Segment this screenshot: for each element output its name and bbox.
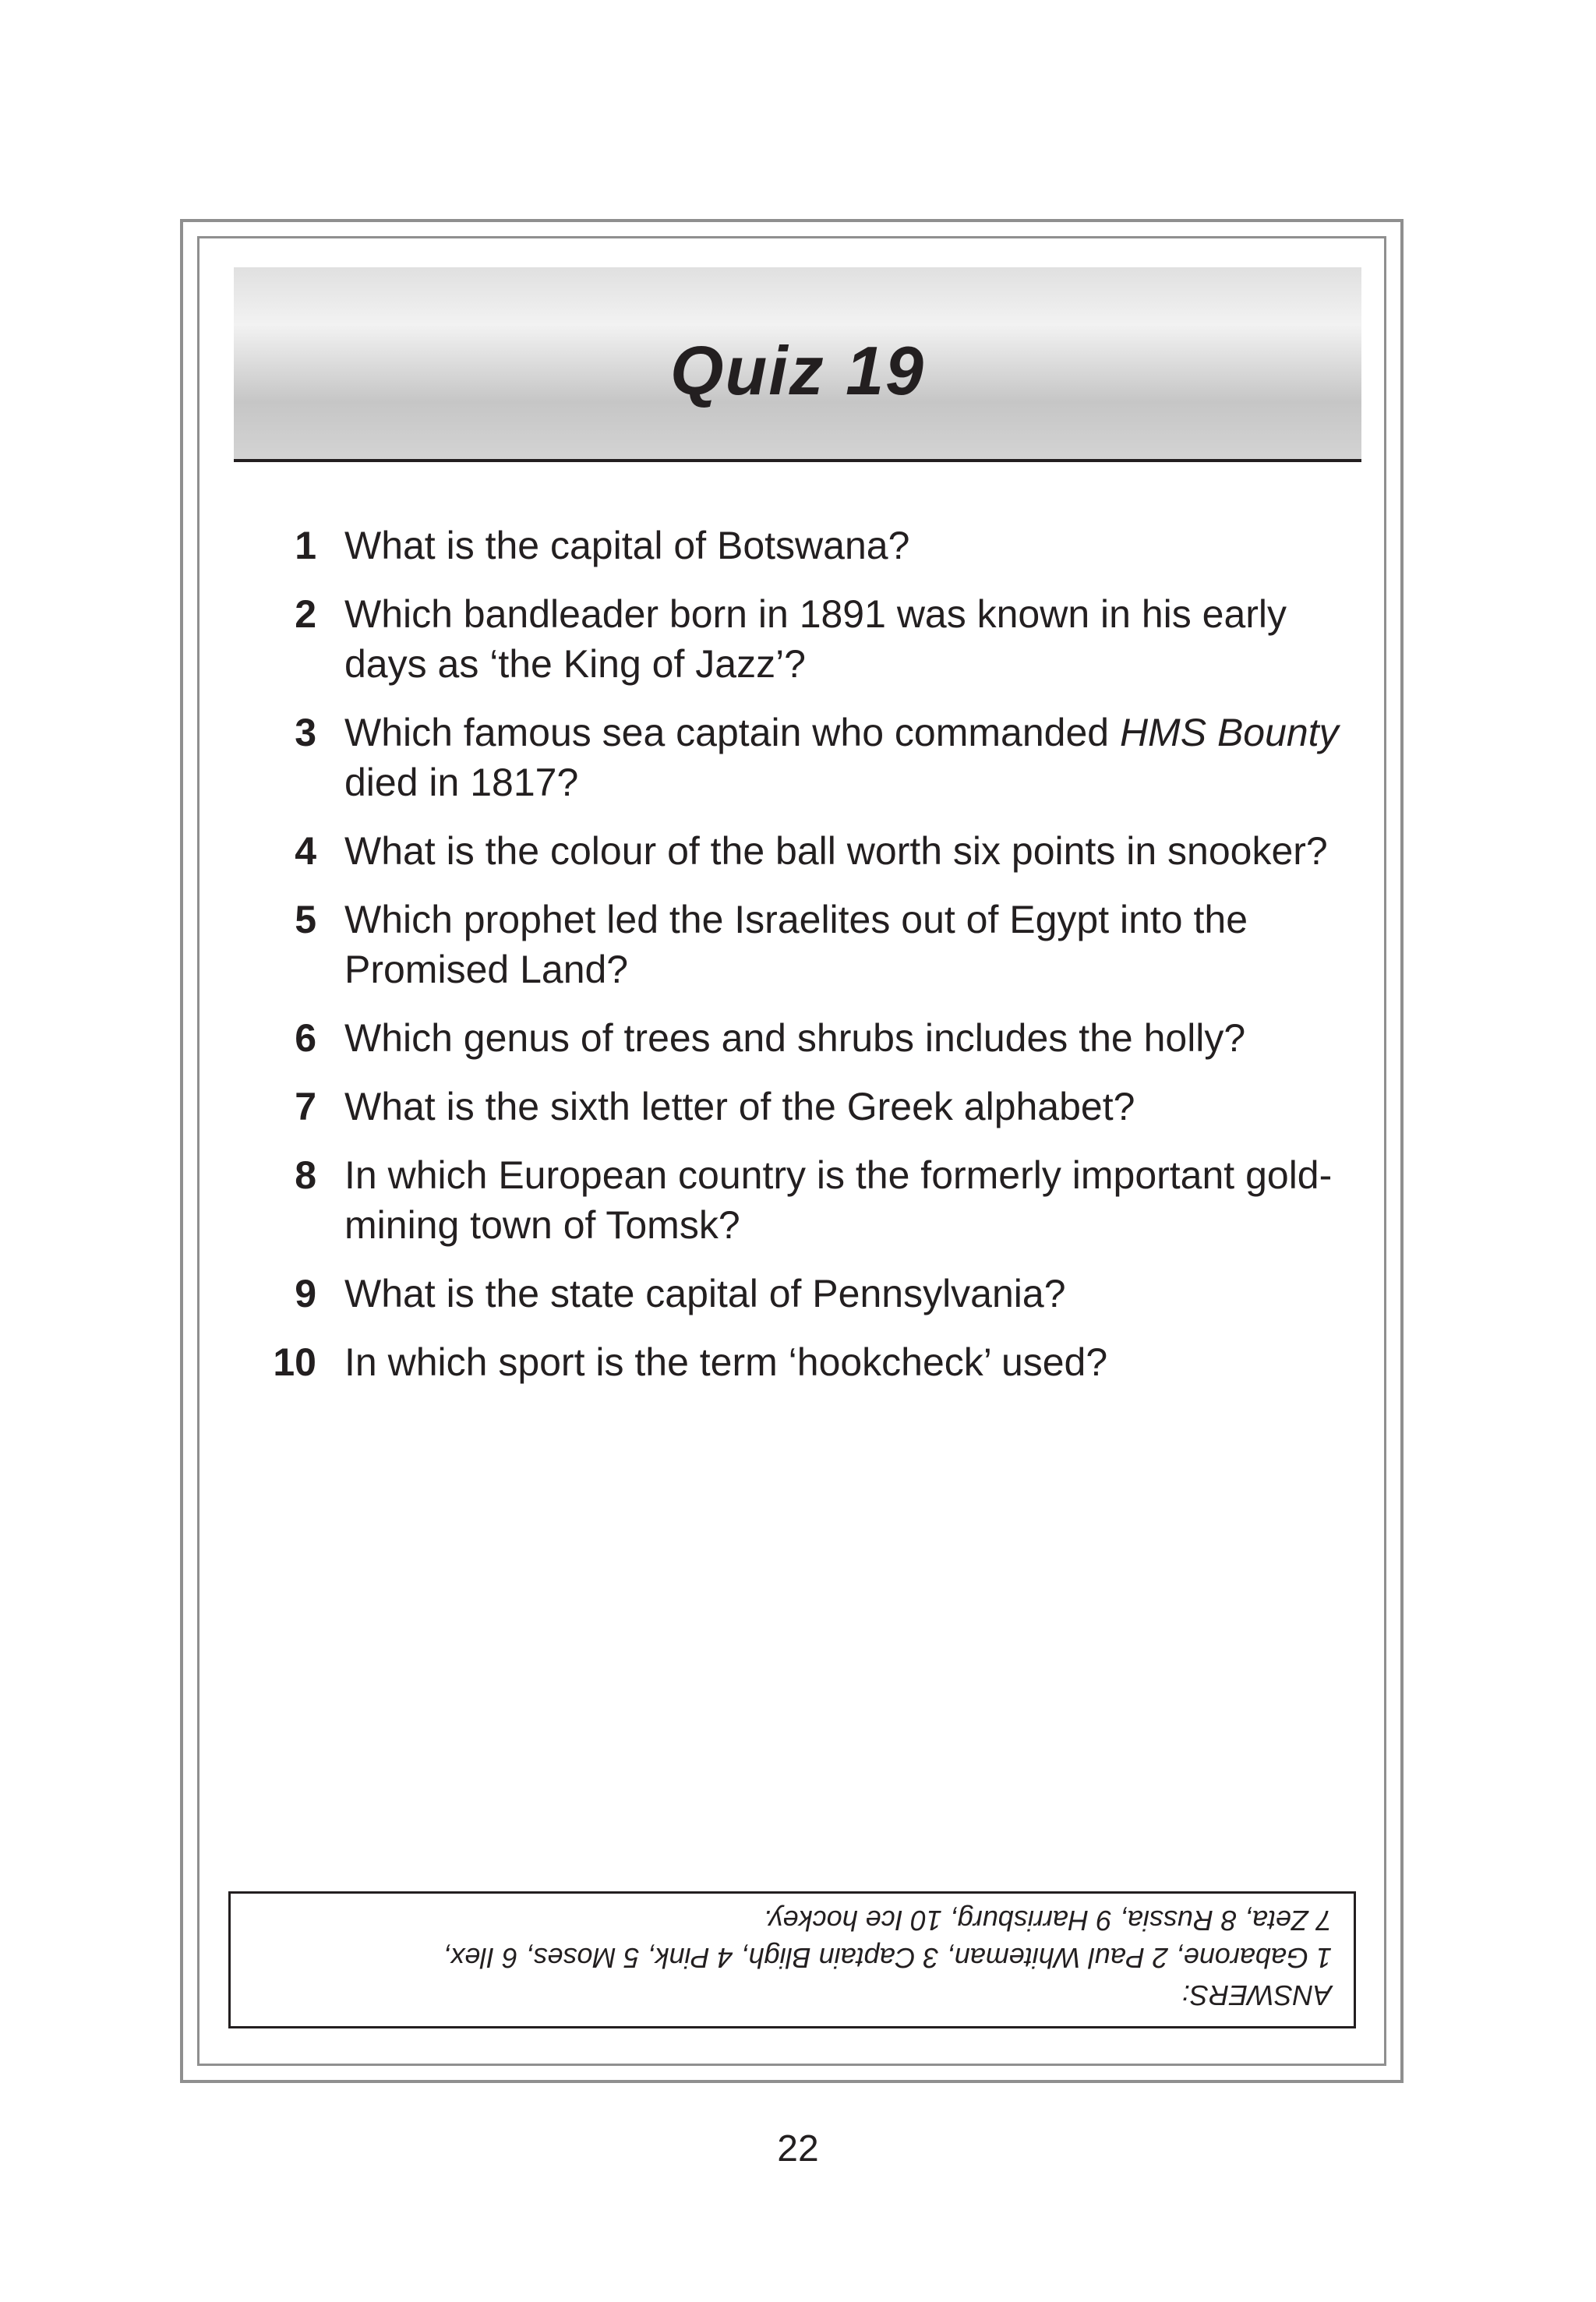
answers-label: ANSWERS:: [1181, 1979, 1332, 2011]
question-item: [265, 1150, 1356, 1250]
question-number: 4: [295, 829, 316, 873]
quiz-title: Quiz 19: [670, 332, 925, 409]
question-number: 9: [295, 1272, 316, 1315]
question-text: What is the capital of Botswana?: [344, 524, 910, 567]
page-number: 22: [777, 2128, 819, 2170]
question-number: 5: [295, 898, 316, 941]
question-number: 6: [295, 1016, 316, 1060]
question-text: Which prophet led the Israelites out of Egypt into the Promised Land?: [344, 898, 1248, 991]
upside-down-answers: [231, 1894, 1354, 2026]
question-number: 7: [295, 1085, 316, 1128]
ship-name: HMS Bounty: [1119, 711, 1339, 754]
question-text: What is the colour of the ball worth six points in snooker?: [344, 829, 1328, 873]
question-number: 2: [295, 592, 316, 636]
question-text: What is the sixth letter of the Greek alphabet?: [344, 1085, 1135, 1128]
question-number: 10: [273, 1340, 316, 1384]
question-item: [265, 826, 1356, 876]
question-text: [344, 708, 1342, 807]
question-item: [265, 895, 1356, 994]
question-number: 8: [295, 1153, 316, 1197]
question-number: 3: [295, 711, 316, 754]
question-item: [265, 589, 1356, 689]
question-item: [265, 1269, 1356, 1319]
question-item: [265, 1082, 1356, 1132]
question-text: In which sport is the term ‘hookcheck’ used?: [344, 1340, 1108, 1384]
question-text-part: Which famous sea captain who commanded: [344, 711, 1120, 754]
answer-box: [228, 1891, 1356, 2028]
question-text: What is the state capital of Pennsylvania?: [344, 1272, 1066, 1315]
question-item: [265, 708, 1356, 807]
question-text: Which genus of trees and shrubs includes the holly?: [344, 1016, 1246, 1060]
question-number: 1: [295, 524, 316, 567]
question-text: In which European country is the formerly important gold-mining town of Tomsk?: [344, 1153, 1333, 1247]
answers-line-2: 7 Zeta, 8 Russia, 9 Harrisburg, 10 Ice hockey.: [763, 1905, 1332, 1937]
title-band: [234, 267, 1361, 462]
answers-line-1: 1 Gabarone, 2 Paul Whiteman, 3 Captain Bligh, 4 Pink, 5 Moses, 6 Ilex,: [443, 1942, 1332, 1974]
question-text-part: died in 1817?: [344, 761, 579, 804]
question-list: [265, 521, 1356, 1406]
question-item: [265, 1337, 1356, 1387]
question-item: [265, 521, 1356, 570]
question-text: Which bandleader born in 1891 was known in his early days as ‘the King of Jazz’?: [344, 592, 1287, 686]
question-item: [265, 1013, 1356, 1063]
